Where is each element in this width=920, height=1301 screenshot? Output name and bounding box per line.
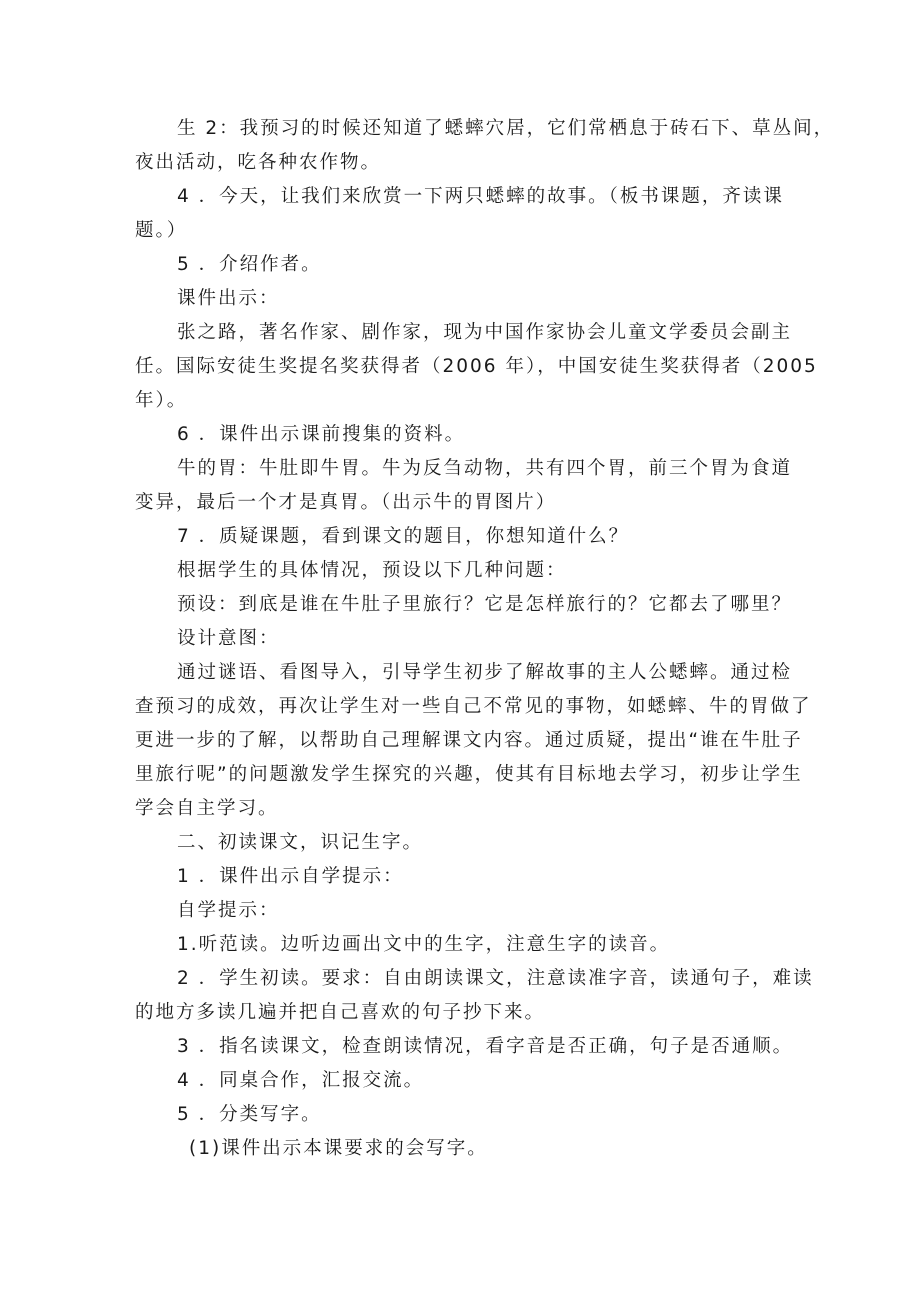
text-line: 2 ．学生初读。要求：自由朗读课文，注意读准字音，读通句子，难读 [177, 968, 814, 989]
text-line: 4 ．同桌合作，汇报交流。 [177, 1070, 425, 1091]
text-line: 预设：到底是谁在牛肚子里旅行？它是怎样旅行的？它都去了哪里？ [177, 594, 793, 615]
text-line: 更进一步的了解，以帮助自己理解课文内容。通过质疑，提出“谁在牛肚子 [135, 730, 803, 751]
text-line: 设计意图： [177, 628, 280, 649]
text-line: 查预习的成效，再次让学生对一些自己不常见的事物，如蟋蟀、牛的胃做了 [135, 696, 812, 717]
text-line: 题。） [135, 220, 188, 241]
text-line: 变异，最后一个才是真胃。（出示牛的胃图片） [135, 492, 557, 513]
text-line: 学会自主学习。 [135, 798, 279, 819]
text-line: 7 ．质疑课题，看到课文的题目，你想知道什么？ [177, 526, 630, 547]
text-line: 通过谜语、看图导入，引导学生初步了解故事的主人公蟋蟀。通过检 [177, 662, 793, 683]
text-line: (1)课件出示本课要求的会写字。 [189, 1138, 488, 1159]
text-line: 6 ．课件出示课前搜集的资料。 [177, 424, 466, 445]
text-line: 生 2：我预习的时候还知道了蟋蟀穴居，它们常栖息于砖石下、草丛间， [177, 118, 835, 139]
text-line: 3 ．指名读课文，检查朗读情况，看字音是否正确，句子是否通顺。 [177, 1036, 794, 1057]
section-heading: 二、初读课文，识记生字。 [177, 832, 424, 853]
text-line: 4 ．今天，让我们来欣赏一下两只蟋蟀的故事。（板书课题，齐读课 [177, 186, 784, 207]
text-line: 年）。 [135, 390, 188, 411]
text-line: 课件出示： [177, 288, 280, 309]
text-line: 5 ．介绍作者。 [177, 254, 322, 275]
text-line: 根据学生的具体情况，预设以下几种问题： [177, 560, 567, 581]
text-line: 牛的胃：牛肚即牛胃。牛为反刍动物，共有四个胃，前三个胃为食道 [177, 458, 793, 479]
text-line: 5 ．分类写字。 [177, 1104, 322, 1125]
text-line: 的地方多读几遍并把自己喜欢的句子抄下来。 [135, 1002, 546, 1023]
text-line: 夜出活动，吃各种农作物。 [135, 152, 382, 173]
document-body [135, 112, 835, 1166]
text-line: 任。国际安徒生奖提名奖获得者（2006 年），中国安徒生奖获得者（2005 [135, 356, 818, 377]
text-line: 里旅行呢”的问题激发学生探究的兴趣，使其有目标地去学习，初步让学生 [135, 764, 803, 785]
text-line: 张之路，著名作家、剧作家，现为中国作家协会儿童文学委员会副主 [177, 322, 793, 343]
text-line: 1 ．课件出示自学提示： [177, 866, 404, 887]
text-line: 1.听范读。边听边画出文中的生字，注意生字的读音。 [177, 934, 671, 955]
text-line: 自学提示： [177, 900, 280, 921]
